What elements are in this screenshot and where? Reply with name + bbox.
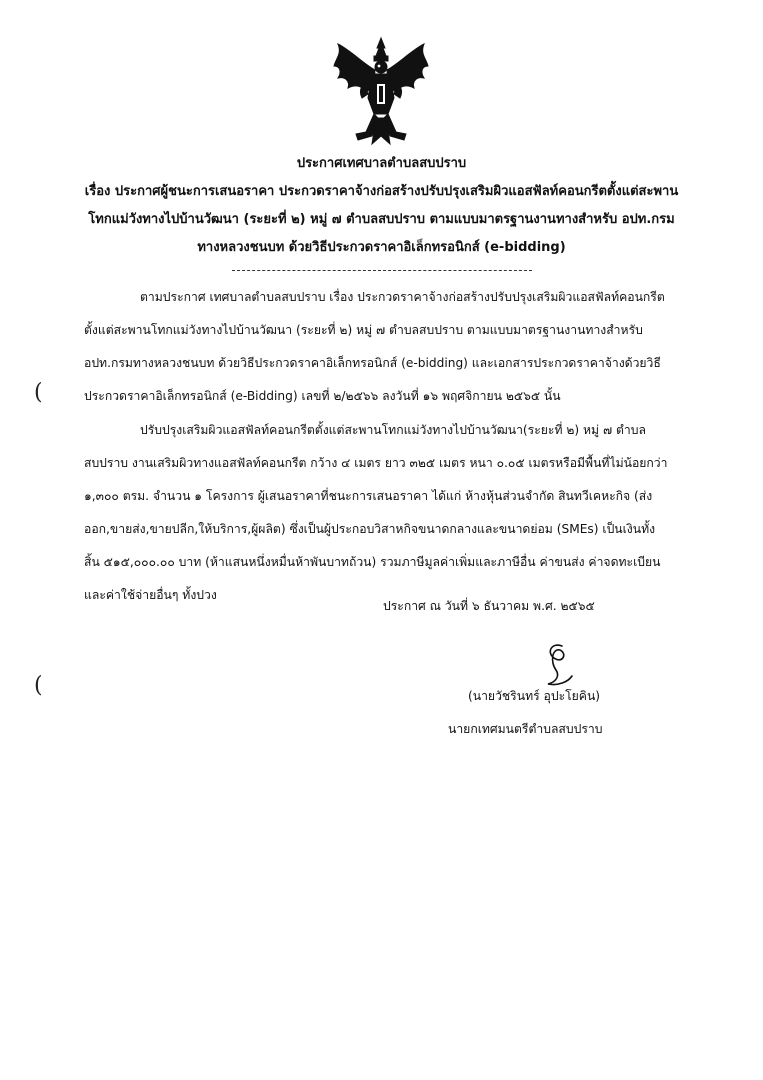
paragraph2-line: สิ้น ๕๑๕,๐๐๐.๐๐ บาท (ห้าแสนหนึ่งหมื่นห้าพันบาทถ้วน) รวมภาษีมูลค่าเพิ่มและภาษีอื่น ค่าขนส่ง ค่าจดทะเบียน bbox=[84, 555, 661, 569]
paragraph1-line: อปท.กรมทางหลวงชนบท ด้วยวิธีประกวดราคาอิเล็กทรอนิกส์ (e-bidding) และเอกสารประกวดราคาจ้างด้วยวิธี bbox=[84, 356, 661, 370]
paragraph1-line: ตั้งแต่สะพานโทกแม่วังทางไปบ้านวัฒนา (ระยะที่ ๒) หมู่ ๗ ตำบลสบปราบ ตามแบบมาตรฐานงานทางสำหรับ bbox=[84, 323, 643, 337]
garuda-emblem-icon bbox=[326, 36, 436, 148]
paragraph2-line: และค่าใช้จ่ายอื่นๆ ทั้งปวง bbox=[84, 588, 217, 602]
signer-name: (นายวัชรินทร์ อุปะโยคิน) bbox=[468, 689, 601, 703]
punch-hole-mark: ( bbox=[34, 673, 43, 698]
paragraph2-line: ปรับปรุงเสริมผิวแอสฟัลท์คอนกรีตตั้งแต่สะพานโทกแม่วังทางไปบ้านวัฒนา(ระยะที่ ๒) หมู่ ๗ ตำบล bbox=[140, 423, 646, 437]
divider bbox=[232, 270, 532, 271]
paragraph1-line: ประกวดราคาอิเล็กทรอนิกส์ (e-Bidding) เลขที่ ๒/๒๕๖๖ ลงวันที่ ๑๖ พฤศจิกายน ๒๕๖๕ นั้น bbox=[84, 389, 561, 403]
subject-line-3: ทางหลวงชนบท ด้วยวิธีประกวดราคาอิเล็กทรอนิกส์ (e-bidding) bbox=[197, 240, 566, 255]
signer-title: นายกเทศมนตรีตำบลสบปราบ bbox=[448, 722, 603, 736]
announcement-date: ประกาศ ณ วันที่ ๖ ธันวาคม พ.ศ. ๒๕๖๕ bbox=[383, 599, 595, 613]
paragraph2-line: สบปราบ งานเสริมผิวทางแอสฟัลท์คอนกรีต กว้าง ๔ เมตร ยาว ๓๒๕ เมตร หนา ๐.๐๕ เมตรหรือมีพื้นที่ไม่น้อยกว่า bbox=[84, 456, 668, 470]
subject-line-1: เรื่อง ประกาศผู้ชนะการเสนอราคา ประกวดราคาจ้างก่อสร้างปรับปรุงเสริมผิวแอสฟัลท์คอนกรีตตั้งแต่สะพาน bbox=[84, 184, 679, 199]
paragraph1-line: ตามประกาศ เทศบาลตำบลสบปราบ เรื่อง ประกวดราคาจ้างก่อสร้างปรับปรุงเสริมผิวแอสฟัลท์คอนกรีต bbox=[140, 290, 665, 304]
paragraph2-line: ออก,ขายส่ง,ขายปลีก,ให้บริการ,ผู้ผลิต) ซึ่งเป็นผู้ประกอบวิสาหกิจขนาดกลางและขนาดย่อม (SMEs) เป็นเงินทั้ง bbox=[84, 522, 656, 536]
announcement-heading: ประกาศเทศบาลตำบลสบปราบ bbox=[296, 156, 467, 171]
handwritten-signature-icon bbox=[528, 640, 588, 690]
punch-hole-mark: ( bbox=[34, 380, 43, 405]
paragraph2-line: ๑,๓๐๐ ตรม. จำนวน ๑ โครงการ ผู้เสนอราคาที่ชนะการเสนอราคา ได้แก่ ห้างหุ้นส่วนจำกัด สินทวีเคหะกิจ (ส่ง bbox=[84, 489, 653, 503]
subject-line-2: โทกแม่วังทางไปบ้านวัฒนา (ระยะที่ ๒) หมู่ ๗ ตำบลสบปราบ ตามแบบมาตรฐานงานทางสำหรับ อปท.กรม bbox=[88, 212, 675, 227]
